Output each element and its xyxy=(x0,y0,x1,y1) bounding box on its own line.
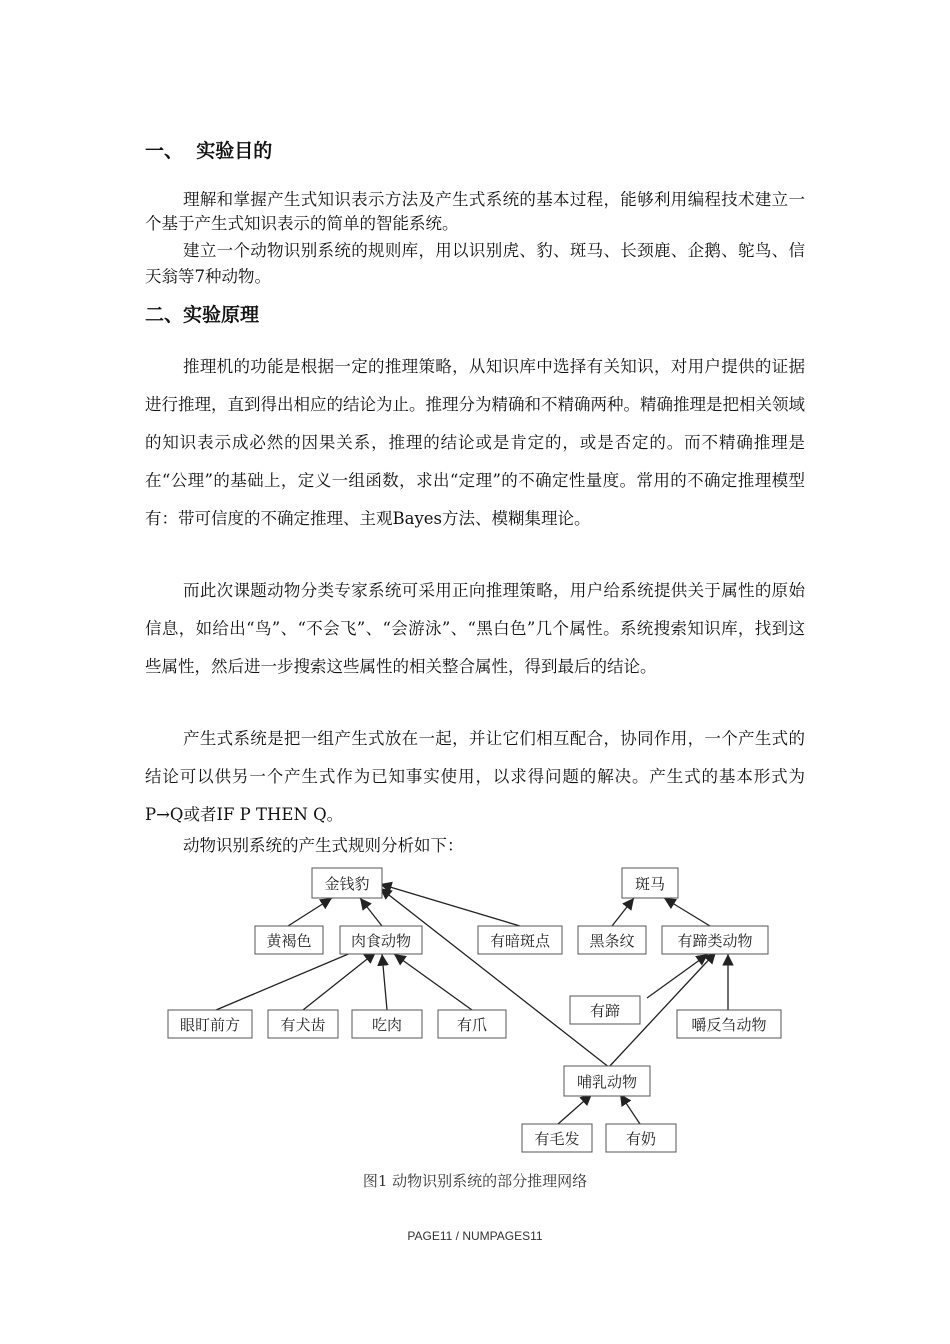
arrow-heitiaowen-banma xyxy=(612,898,634,926)
svg-text:斑马: 斑马 xyxy=(634,875,666,893)
svg-text:肉食动物: 肉食动物 xyxy=(350,932,412,950)
arrow-chirou-roushi xyxy=(382,954,387,1010)
section1-title: 一、 实验目的 xyxy=(145,140,273,162)
node-younai xyxy=(606,1124,676,1152)
arrow-roushi-jinqianbao xyxy=(360,898,382,926)
svg-text:有蹄类动物: 有蹄类动物 xyxy=(677,932,753,950)
node-anbandian xyxy=(478,926,562,954)
section2-para2: 而此次课题动物分类专家系统可采用正向推理策略，用户给系统提供关于属性的原始信息，如给出“鸟”、“不会飞”、“会游泳”、“黑白色”几个属性。系统搜索知识库，找到这些属性，然后进一步搜索这些属性的相关整合属性，得到最后的结论。 xyxy=(145,581,805,676)
node-jiaofan xyxy=(677,1010,781,1038)
svg-text:有毛发: 有毛发 xyxy=(534,1130,580,1148)
arrow-younai-buru xyxy=(620,1094,640,1124)
arrow-huanghese-jinqianbao xyxy=(288,898,332,926)
node-heitiaowen xyxy=(578,926,646,954)
arrow-youti-youtilei xyxy=(647,954,708,998)
node-youzhua xyxy=(438,1010,506,1038)
svg-text:有犬齿: 有犬齿 xyxy=(280,1016,326,1034)
section2-title: 二、实验原理 xyxy=(145,304,260,326)
arrow-maofa-buru xyxy=(558,1094,592,1124)
section2-para3: 产生式系统是把一组产生式放在一起，并让它们相互配合，协同作用，一个产生式的结论可以供另一个产生式作为已知事实使用，以求得问题的解决。产生式的基本形式为P→Q或者IF P THEN Q。 xyxy=(145,729,805,824)
svg-text:嚼反刍动物: 嚼反刍动物 xyxy=(691,1016,767,1034)
arrow-youtilei-banma xyxy=(664,898,710,926)
section2-para4: 动物识别系统的产生式规则分析如下： xyxy=(183,836,464,855)
node-quanchi xyxy=(268,1010,338,1038)
page-footer: PAGE11 / NUMPAGES11 xyxy=(407,1229,543,1243)
svg-text:金钱豹: 金钱豹 xyxy=(324,875,370,893)
node-youti xyxy=(570,996,640,1024)
svg-text:有蹄: 有蹄 xyxy=(589,1002,621,1020)
svg-text:眼盯前方: 眼盯前方 xyxy=(179,1016,241,1034)
diagram-arrows xyxy=(216,884,728,1124)
figure-caption: 图1 动物识别系统的部分推理网络 xyxy=(362,1172,588,1190)
inference-network-diagram xyxy=(160,862,800,1162)
arrow-buru-jinqianbao xyxy=(380,888,610,1068)
node-youtilei xyxy=(662,926,768,954)
node-maofa xyxy=(522,1124,592,1152)
section2-para1: 推理机的功能是根据一定的推理策略，从知识库中选择有关知识，对用户提供的证据进行推理，直到得出相应的结论为止。推理分为精确和不精确两种。精确推理是把相关领域的知识表示成必然的因果关系，推理的结论或是肯定的，或是否定的。而不精确推理是在“公理”的基础上，定义一组函数，求出“定理”的不确定性量度。常用的不确定推理模型有：带可信度的不确定推理、主观Bayes方法、模糊集理论。 xyxy=(145,357,805,528)
node-chirou xyxy=(352,1010,422,1038)
node-roushi xyxy=(340,926,422,954)
node-banma xyxy=(622,868,678,898)
svg-text:黄褐色: 黄褐色 xyxy=(266,932,312,950)
svg-text:有暗斑点: 有暗斑点 xyxy=(489,932,551,950)
svg-text:有爪: 有爪 xyxy=(456,1016,488,1034)
arrow-quanchi-roushi xyxy=(303,952,376,1010)
section1-para2: 建立一个动物识别系统的规则库，用以识别虎、豹、斑马、长颈鹿、企鹅、鸵鸟、信天翁等7种动物。 xyxy=(145,241,805,286)
svg-text:吃肉: 吃肉 xyxy=(371,1016,403,1034)
node-yanding xyxy=(168,1010,252,1038)
node-buru xyxy=(564,1066,650,1096)
svg-text:有奶: 有奶 xyxy=(625,1130,657,1148)
node-jinqianbao xyxy=(312,868,382,898)
svg-text:哺乳动物: 哺乳动物 xyxy=(576,1073,638,1091)
arrow-youzhua-roushi xyxy=(394,954,472,1010)
node-huanghese xyxy=(255,926,323,954)
section1-para1: 理解和掌握产生式知识表示方法及产生式系统的基本过程，能够利用编程技术建立一个基于产生式知识表示的简单的智能系统。 xyxy=(145,190,805,233)
svg-text:黑条纹: 黑条纹 xyxy=(589,932,635,950)
